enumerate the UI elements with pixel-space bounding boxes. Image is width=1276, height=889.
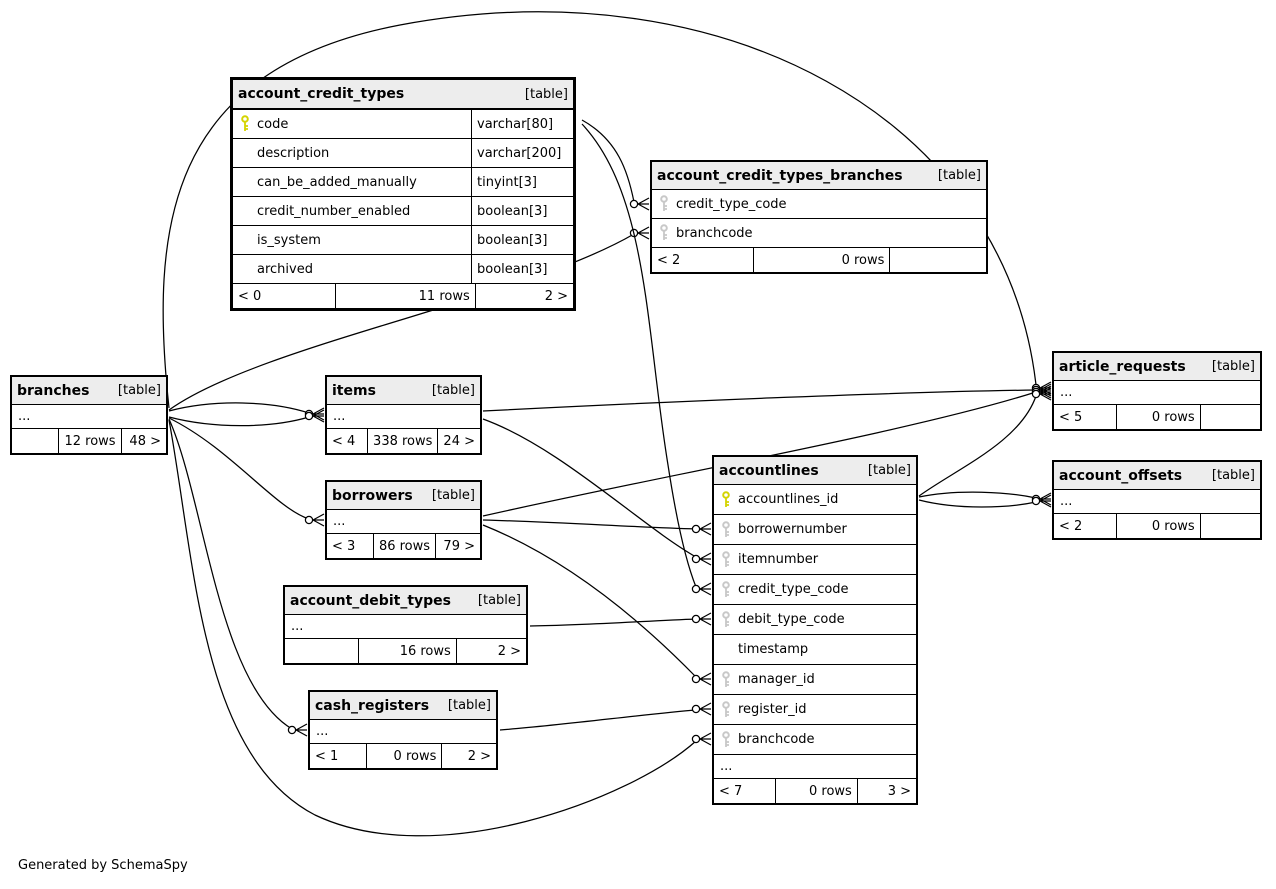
table-name[interactable]: account_debit_types xyxy=(290,592,451,609)
table-header[interactable] xyxy=(1054,462,1260,490)
table-name[interactable]: account_credit_types xyxy=(238,86,405,102)
footer-parents: < 7 xyxy=(719,783,743,799)
relationship-line xyxy=(919,492,1036,498)
crows-foot-icon xyxy=(638,227,649,239)
table-header[interactable] xyxy=(285,587,526,615)
relationship-line xyxy=(169,419,292,729)
edge-items-to-article_requests xyxy=(483,384,1051,411)
key-cell xyxy=(714,731,738,749)
edge-borrowers-to-accountlines.borrowernumber xyxy=(483,520,711,535)
primary-key-icon xyxy=(240,115,250,133)
footer-parents: < 4 xyxy=(332,433,356,449)
column-can_be_added_manually xyxy=(233,168,573,197)
footer-children: 24 > xyxy=(437,429,480,453)
zero-or-many-circle-icon xyxy=(305,516,312,523)
column-name: credit_number_enabled xyxy=(257,203,411,219)
crows-foot-icon xyxy=(638,198,649,210)
crows-foot-icon xyxy=(700,583,711,595)
table-accountlines[interactable] xyxy=(712,455,918,805)
zero-or-many-circle-icon xyxy=(692,615,699,622)
ellipsis-label: ... xyxy=(720,759,733,774)
footer-children xyxy=(1200,514,1260,538)
column-credit_type_code xyxy=(714,575,916,605)
table-cash_registers[interactable] xyxy=(308,690,498,770)
ellipsis-label: ... xyxy=(291,619,304,634)
key-cell xyxy=(714,491,738,509)
column-type: tinyint[3] xyxy=(471,168,573,196)
column-description xyxy=(233,139,573,168)
table-footer xyxy=(327,534,480,558)
footer-rowcount: 86 rows xyxy=(373,534,435,558)
table-tag: [table] xyxy=(937,168,981,183)
table-footer xyxy=(285,639,526,663)
ellipsis-label: ... xyxy=(316,724,329,739)
footer-children: 2 > xyxy=(441,744,496,768)
column-register_id xyxy=(714,695,916,725)
ellipsis-row xyxy=(327,405,480,429)
generator-credit: Generated by SchemaSpy xyxy=(18,858,188,873)
ellipsis-label: ... xyxy=(1060,494,1073,509)
column-type: boolean[3] xyxy=(471,255,573,283)
ellipsis-label: ... xyxy=(333,409,346,424)
crows-foot-icon xyxy=(700,523,711,535)
crows-foot-icon xyxy=(700,673,711,685)
key-cell xyxy=(714,611,738,629)
table-footer xyxy=(327,429,480,453)
footer-children: 3 > xyxy=(857,779,916,803)
crows-foot-icon xyxy=(1040,495,1051,507)
foreign-key-icon xyxy=(721,551,731,569)
key-cell xyxy=(714,701,738,719)
foreign-key-icon xyxy=(721,671,731,689)
column-accountlines_id xyxy=(714,485,916,515)
relationship-line xyxy=(483,520,696,529)
column-name: timestamp xyxy=(738,642,809,657)
table-footer xyxy=(714,779,916,803)
table-footer xyxy=(652,248,986,272)
edge-accountlines-to-article_requests xyxy=(919,388,1051,496)
zero-or-many-circle-icon xyxy=(692,585,699,592)
column-timestamp xyxy=(714,635,916,665)
footer-rowcount: 12 rows xyxy=(58,429,120,453)
footer-rowcount: 0 rows xyxy=(1116,405,1200,429)
key-cell xyxy=(714,551,738,569)
crows-foot-icon xyxy=(700,613,711,625)
footer-parents: < 5 xyxy=(1059,409,1083,425)
footer-rowcount: 16 rows xyxy=(358,639,456,663)
footer-rowcount: 338 rows xyxy=(367,429,437,453)
table-tag: [table] xyxy=(477,593,521,608)
column-name: can_be_added_manually xyxy=(257,174,417,190)
key-cell xyxy=(652,195,676,213)
ellipsis-label: ... xyxy=(333,514,346,529)
table-header[interactable] xyxy=(310,692,496,720)
footer-parents: < 2 xyxy=(657,252,681,268)
crows-foot-icon xyxy=(313,514,324,526)
ellipsis-row xyxy=(12,405,166,429)
footer-rowcount: 11 rows xyxy=(335,284,474,308)
relationship-line xyxy=(169,403,309,413)
foreign-key-icon xyxy=(721,701,731,719)
column-type: varchar[200] xyxy=(471,139,573,167)
column-credit_type_code xyxy=(652,190,986,219)
column-name: accountlines_id xyxy=(738,492,839,507)
edge-account_debit_types-to-accountlines.debit_type_code xyxy=(530,613,711,626)
column-branchcode xyxy=(652,219,986,248)
zero-or-many-circle-icon xyxy=(1032,497,1039,504)
ellipsis-label: ... xyxy=(18,409,31,424)
crows-foot-icon xyxy=(700,733,711,745)
column-name: archived xyxy=(257,261,313,277)
key-cell xyxy=(714,671,738,689)
zero-or-many-circle-icon xyxy=(288,726,295,733)
ellipsis-row xyxy=(1054,381,1260,405)
column-name: is_system xyxy=(257,232,321,248)
key-cell xyxy=(714,521,738,539)
table-tag: [table] xyxy=(1211,359,1255,374)
footer-parents xyxy=(285,639,358,663)
table-header[interactable] xyxy=(714,457,916,485)
table-borrowers[interactable] xyxy=(325,480,482,560)
footer-children xyxy=(889,248,986,272)
relationship-line xyxy=(169,418,309,519)
column-type: boolean[3] xyxy=(471,197,573,225)
column-name: itemnumber xyxy=(738,552,819,567)
column-name: description xyxy=(257,145,330,161)
footer-children: 2 > xyxy=(456,639,526,663)
column-borrowernumber xyxy=(714,515,916,545)
table-name[interactable]: branches xyxy=(17,382,90,399)
relationship-line xyxy=(919,500,1036,507)
edge-branches-to-items xyxy=(169,410,324,426)
foreign-key-icon xyxy=(721,521,731,539)
foreign-key-icon xyxy=(659,224,669,242)
footer-parents xyxy=(12,429,58,453)
column-type: varchar[80] xyxy=(471,110,573,138)
table-account_debit_types[interactable] xyxy=(283,585,528,665)
relationship-line xyxy=(919,396,1036,496)
column-name: debit_type_code xyxy=(738,612,845,627)
footer-children xyxy=(1200,405,1260,429)
footer-parents: < 3 xyxy=(332,538,356,554)
table-tag: [table] xyxy=(1211,468,1255,483)
zero-or-many-circle-icon xyxy=(305,412,312,419)
footer-parents: < 2 xyxy=(1059,518,1083,534)
crows-foot-icon xyxy=(700,703,711,715)
column-code xyxy=(233,110,573,139)
zero-or-many-circle-icon xyxy=(630,200,637,207)
ellipsis-row xyxy=(714,755,916,779)
crows-foot-icon xyxy=(1040,493,1051,505)
footer-children: 79 > xyxy=(435,534,480,558)
footer-rowcount: 0 rows xyxy=(753,248,890,272)
primary-key-icon xyxy=(721,491,731,509)
relationship-line xyxy=(483,390,1036,411)
zero-or-many-circle-icon xyxy=(692,525,699,532)
column-name: borrowernumber xyxy=(738,522,847,537)
crows-foot-icon xyxy=(313,410,324,422)
table-tag: [table] xyxy=(447,698,491,713)
foreign-key-icon xyxy=(721,581,731,599)
zero-or-many-circle-icon xyxy=(692,555,699,562)
table-name[interactable]: borrowers xyxy=(332,487,413,504)
ellipsis-row xyxy=(327,510,480,534)
column-name: credit_type_code xyxy=(676,196,787,212)
relationship-line xyxy=(169,417,309,426)
table-name[interactable]: items xyxy=(332,382,376,399)
table-branches[interactable] xyxy=(10,375,168,455)
table-footer xyxy=(233,284,573,308)
ellipsis-row xyxy=(285,615,526,639)
zero-or-many-circle-icon xyxy=(692,735,699,742)
column-archived xyxy=(233,255,573,284)
column-branchcode xyxy=(714,725,916,755)
table-name[interactable]: accountlines xyxy=(719,462,819,479)
foreign-key-icon xyxy=(721,731,731,749)
crows-foot-icon xyxy=(313,408,324,420)
column-debit_type_code xyxy=(714,605,916,635)
column-name: code xyxy=(257,116,289,132)
zero-or-many-circle-icon xyxy=(1032,390,1039,397)
column-name: register_id xyxy=(738,702,807,717)
column-is_system xyxy=(233,226,573,255)
foreign-key-icon xyxy=(721,611,731,629)
table-header[interactable] xyxy=(233,80,573,110)
footer-parents: < 1 xyxy=(315,748,339,764)
table-header[interactable] xyxy=(1054,353,1260,381)
key-cell xyxy=(714,581,738,599)
table-account_offsets[interactable] xyxy=(1052,460,1262,540)
ellipsis-label: ... xyxy=(1060,385,1073,400)
edge-account_credit_types-to-account_credit_types_branches.credit_type_code xyxy=(582,120,649,210)
footer-children: 48 > xyxy=(121,429,166,453)
table-header[interactable] xyxy=(327,482,480,510)
zero-or-many-circle-icon xyxy=(692,675,699,682)
edge-branches-to-items xyxy=(169,403,324,420)
table-footer xyxy=(1054,514,1260,538)
table-account_credit_types[interactable] xyxy=(230,77,576,311)
table-header[interactable] xyxy=(652,162,986,190)
table-name[interactable]: article_requests xyxy=(1059,358,1186,375)
table-tag: [table] xyxy=(431,383,475,398)
column-name: branchcode xyxy=(676,225,753,241)
column-name: manager_id xyxy=(738,672,815,687)
crows-foot-icon xyxy=(296,724,307,736)
footer-children: 2 > xyxy=(475,284,573,308)
table-items[interactable] xyxy=(325,375,482,455)
table-footer xyxy=(12,429,166,453)
column-type: boolean[3] xyxy=(471,226,573,254)
footer-rowcount: 0 rows xyxy=(775,779,857,803)
column-name: credit_type_code xyxy=(738,582,849,597)
table-name[interactable]: account_offsets xyxy=(1059,467,1183,484)
crows-foot-icon xyxy=(700,553,711,565)
table-header[interactable] xyxy=(12,377,166,405)
ellipsis-row xyxy=(310,720,496,744)
table-name[interactable]: account_credit_types_branches xyxy=(657,167,903,184)
table-footer xyxy=(310,744,496,768)
relationship-line xyxy=(500,710,696,730)
edge-branches-to-borrowers xyxy=(169,418,324,526)
foreign-key-icon xyxy=(659,195,669,213)
table-tag: [table] xyxy=(117,383,161,398)
ellipsis-row xyxy=(1054,490,1260,514)
zero-or-many-circle-icon xyxy=(692,705,699,712)
footer-rowcount: 0 rows xyxy=(366,744,441,768)
footer-parents: < 0 xyxy=(238,288,262,304)
column-credit_number_enabled xyxy=(233,197,573,226)
key-cell xyxy=(233,115,257,133)
column-itemnumber xyxy=(714,545,916,575)
table-name[interactable]: cash_registers xyxy=(315,697,430,714)
key-cell xyxy=(652,224,676,242)
edge-cash_registers-to-accountlines.register_id xyxy=(500,703,711,730)
column-manager_id xyxy=(714,665,916,695)
table-tag: [table] xyxy=(867,463,911,478)
relationship-line xyxy=(530,619,696,626)
footer-rowcount: 0 rows xyxy=(1116,514,1200,538)
table-tag: [table] xyxy=(431,488,475,503)
table-tag: [table] xyxy=(524,86,568,102)
table-account_credit_types_branches[interactable] xyxy=(650,160,988,274)
table-header[interactable] xyxy=(327,377,480,405)
table-article_requests[interactable] xyxy=(1052,351,1262,431)
table-footer xyxy=(1054,405,1260,429)
column-name: branchcode xyxy=(738,732,815,747)
